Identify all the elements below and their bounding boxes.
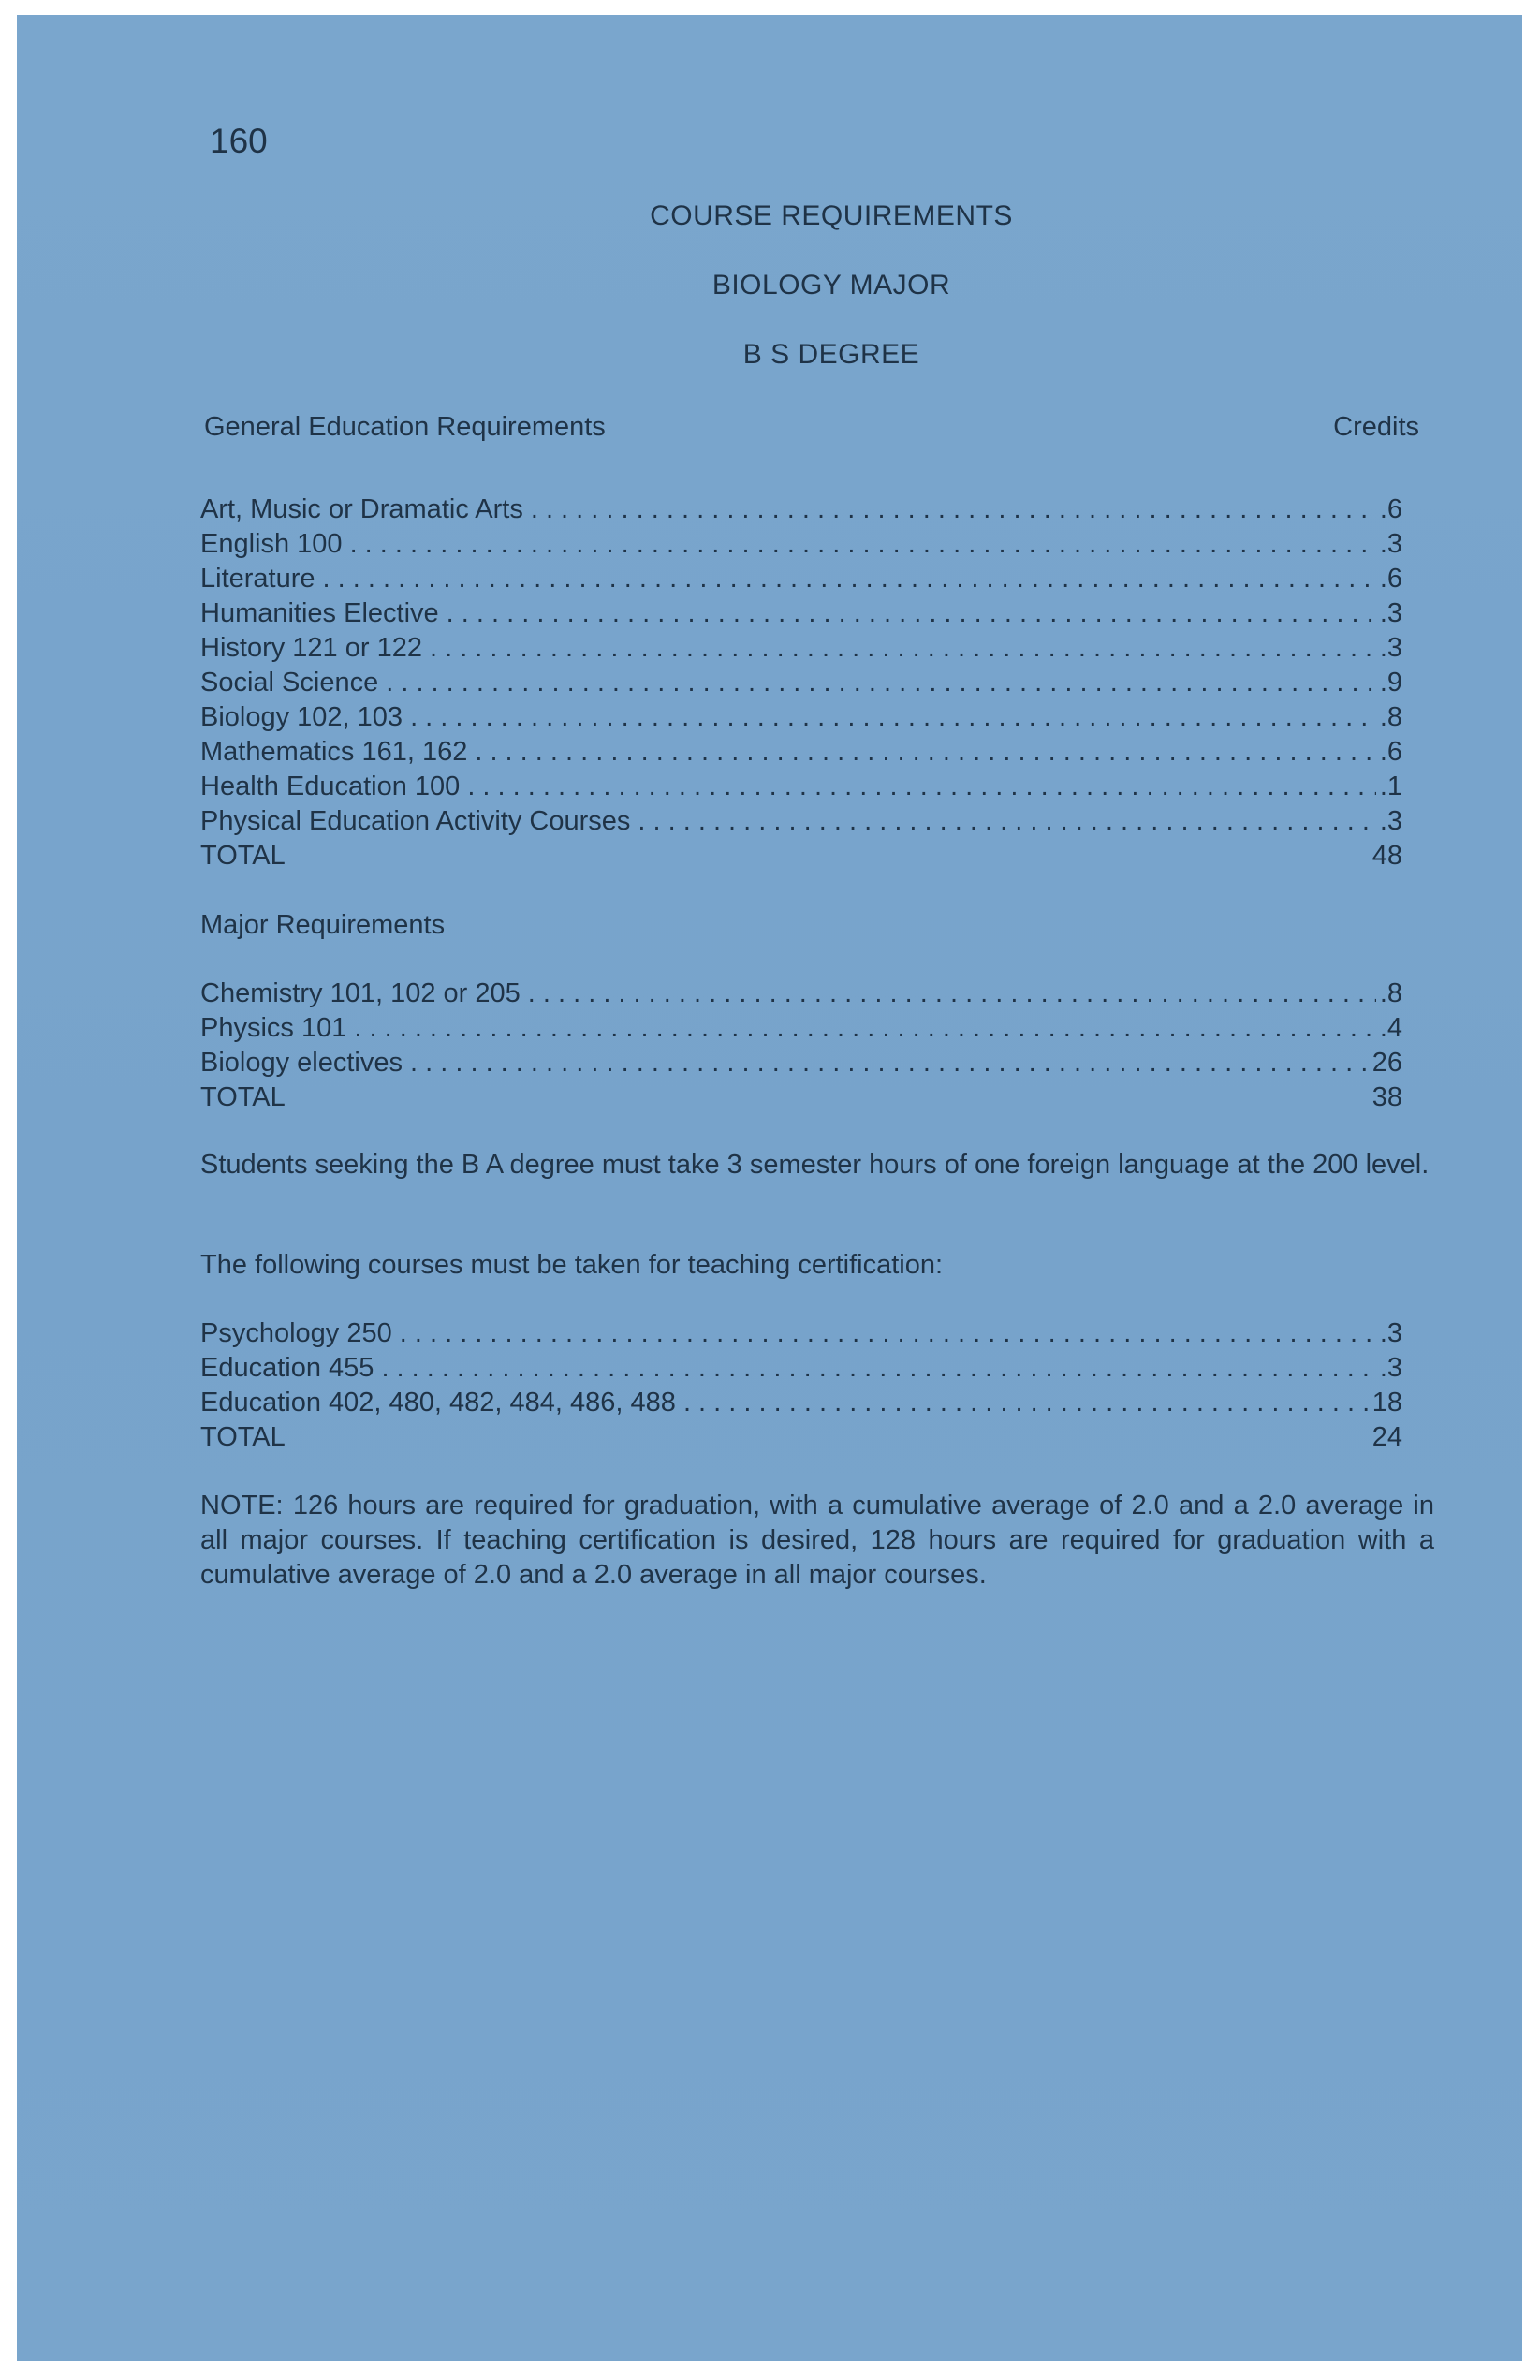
course-credits: 26 [1371,1048,1402,1078]
total-label: TOTAL [200,1422,286,1452]
course-credits: .4 [1379,1013,1402,1043]
total-value: 24 [1371,1422,1402,1452]
list-item [200,1316,1402,1351]
graduation-note: NOTE: 126 hours are required for graduation, with a cumulative average of 2.0 and a 2.0 average in all major courses. If teaching certification is desired, 128 hours are required for graduation with a cumulative average of 2.0 and a 2.0 average in all major courses. [200,1491,1434,1590]
course-label: Art, Music or Dramatic Arts [200,494,523,524]
course-label: Literature [200,564,315,594]
leader-dots [447,596,1376,631]
list-item [200,1351,1402,1386]
list-item [200,527,1402,562]
course-credits: .8 [1379,702,1402,732]
total-row [200,1080,1402,1115]
course-credits: .6 [1379,737,1402,767]
leader-dots [386,666,1376,700]
course-label: Education 402, 480, 482, 484, 486, 488 [200,1388,676,1418]
leader-dots [430,631,1376,666]
list-item [200,735,1402,770]
major-requirements-heading: Major Requirements [200,910,446,940]
leader-dots [531,492,1376,527]
major-requirements-list [200,977,1402,1115]
course-credits: .3 [1379,598,1402,628]
course-credits: .6 [1379,494,1402,524]
leader-dots [354,1011,1375,1046]
leader-dots [528,977,1376,1011]
list-item [200,1386,1402,1420]
list-item [200,666,1402,700]
leader-dots [638,804,1375,839]
course-label: Education 455 [200,1353,374,1383]
total-row [200,839,1402,874]
course-credits: 18 [1371,1388,1402,1418]
course-credits: .3 [1379,529,1402,559]
leader-dots [683,1386,1369,1420]
list-item [200,596,1402,631]
total-label: TOTAL [200,841,286,871]
list-item [200,804,1402,839]
general-education-heading: General Education Requirements [204,412,606,442]
total-row [200,1420,1402,1455]
ba-degree-note: Students seeking the B A degree must take 3 semester hours of one foreign language at the 200 level. [200,1150,1430,1180]
general-education-list [200,492,1402,874]
course-label: Biology 102, 103 [200,702,403,732]
course-credits: .3 [1379,1318,1402,1348]
list-item [200,700,1402,735]
list-item [200,631,1402,666]
leader-dots [410,1046,1369,1080]
list-item [200,770,1402,804]
leader-dots [410,700,1376,735]
course-label: Physics 101 [200,1013,347,1043]
page-title: COURSE REQUIREMENTS [650,200,1013,231]
leader-dots [475,735,1375,770]
leader-dots [323,562,1376,596]
course-label: Biology electives [200,1048,403,1078]
page-number: 160 [210,122,268,160]
course-credits: .6 [1379,564,1402,594]
total-value: 38 [1371,1082,1402,1112]
course-credits: .3 [1379,806,1402,836]
leader-dots [467,770,1376,804]
list-item [200,562,1402,596]
leader-dots [350,527,1376,562]
course-label: English 100 [200,529,343,559]
page-subtitle: BIOLOGY MAJOR [711,270,951,301]
course-credits: .3 [1379,633,1402,663]
course-label: Chemistry 101, 102 or 205 [200,978,521,1008]
leader-dots [400,1316,1376,1351]
course-label: Psychology 250 [200,1318,392,1348]
list-item [200,1046,1402,1080]
list-item [200,977,1402,1011]
certification-list [200,1316,1402,1455]
leader-dots [381,1351,1375,1386]
list-item [200,492,1402,527]
list-item [200,1011,1402,1046]
document-page [17,15,1522,2361]
course-credits: .1 [1379,771,1402,801]
course-label: Mathematics 161, 162 [200,737,468,767]
total-label: TOTAL [200,1082,286,1112]
course-label: Physical Education Activity Courses [200,806,631,836]
total-value: 48 [1371,841,1402,871]
course-label: History 121 or 122 [200,633,422,663]
course-label: Humanities Elective [200,598,439,628]
course-credits: .8 [1379,978,1402,1008]
degree-heading: B S DEGREE [742,339,920,370]
certification-intro: The following courses must be taken for teaching certification: [200,1250,944,1280]
course-label: Health Education 100 [200,771,461,801]
course-credits: .3 [1379,1353,1402,1383]
course-credits: .9 [1379,668,1402,698]
credits-heading: Credits [1333,412,1419,442]
course-label: Social Science [200,668,379,698]
